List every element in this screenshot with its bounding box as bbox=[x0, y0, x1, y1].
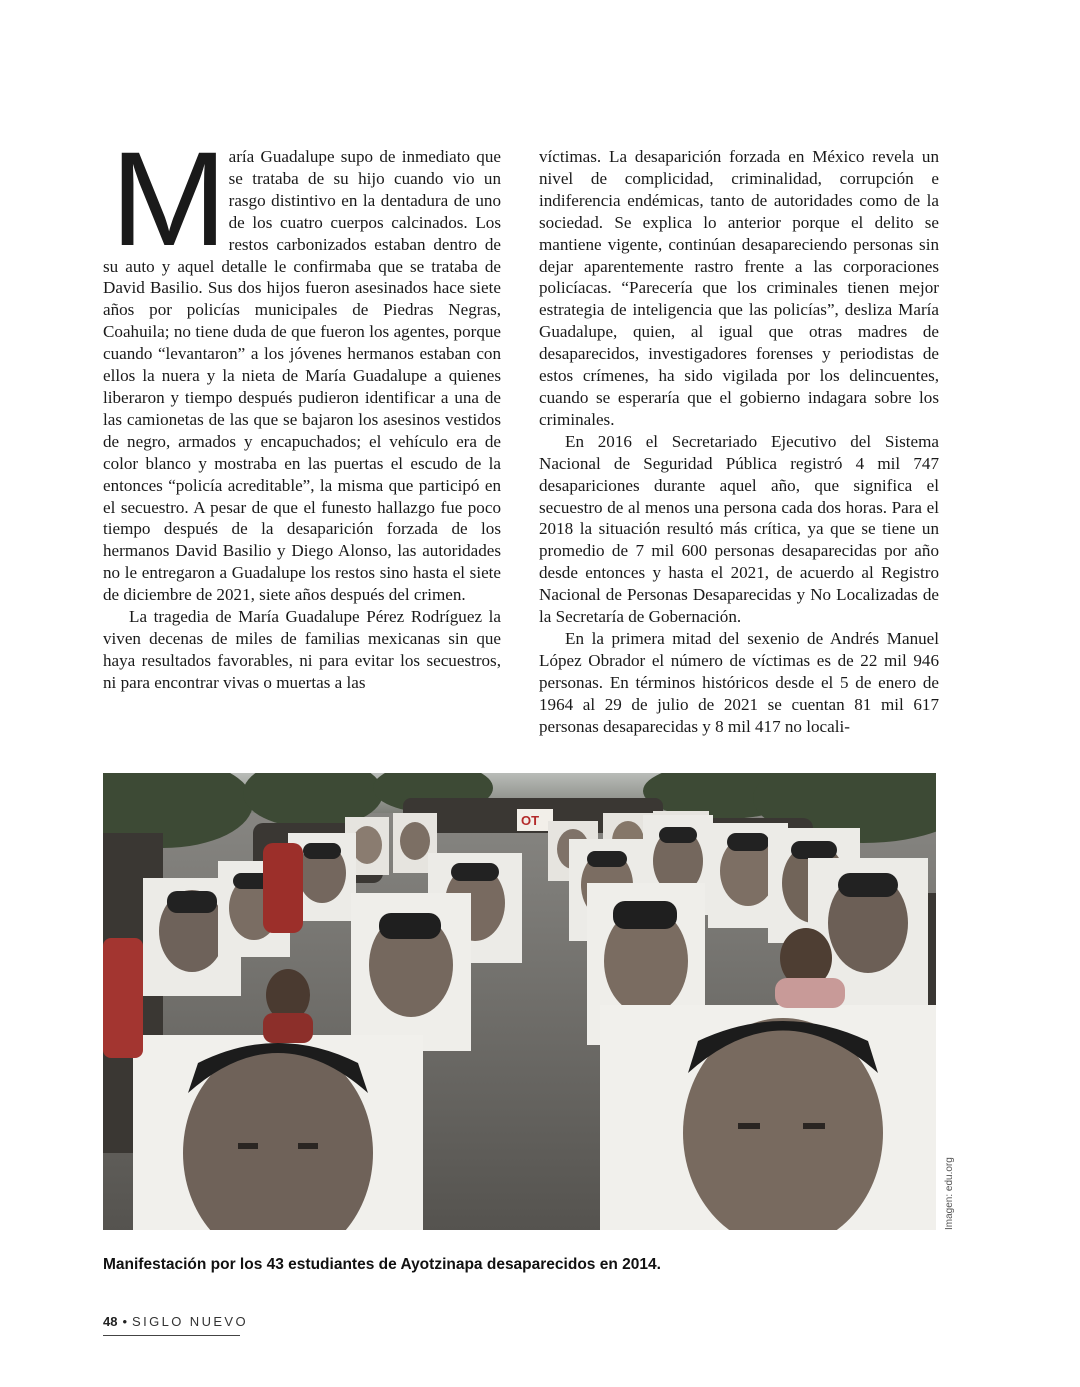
article-paragraph: víctimas. La desaparición forzada en México revela un nivel de complicidad, criminalidad, corrupción e indiferencia endémicas, tanto de autoridades como de la sociedad. Se explica lo anterior porque el delito se mantiene vigente, continúan desapareciendo personas sin dejar aparentemente rastro frente a las corporaciones policíacas. “Parecería que los criminales tienen mejor estrategia de inteligencia que las policías”, desliza María Guadalupe, quien, al igual que otras madres de desaparecidos, investigadores forenses y periodistas de estos crímenes, ha sido vigilada por los delincuentes, cuando se esperaría que el gobierno indagara sobre los criminales. bbox=[539, 147, 939, 429]
photo-caption: Manifestación por los 43 estudiantes de Ayotzinapa desaparecidos en 2014. bbox=[103, 1256, 661, 1273]
article-paragraph: aría Guadalupe supo de inmediato que se trataba de su hijo cuando vio un rasgo distintivo en la dentadura de uno de los cuatro cuerpos calcinados. Los restos carbonizados estaban dentro de su auto y aquel detalle le confirmaba que se trataba de David Basilio. Sus dos hijos fueron asesinados hace siete años por policías municipales de Piedras Negras, Coahuila; no tiene duda de que fueron los agentes, porque cuando “levantaron” a los jóvenes hermanos estaban con ellos la nuera y la nieta de María Guadalupe a quienes liberaron y tiempo después pudieron identificar a una de las camionetas de las que se bajaron los asesinos vestidos de negro, armados y encapuchados; el vehículo era de color blanco y mostraba en las puertas el escudo de la entonces “policía acreditable”, la misma que participó en el secuestro. A pesar de que el funesto hallazgo fue poco tiempo después de la desaparición forzada de los hermanos David Basilio y Diego Alonso, las autoridades no le entregaron a Guadalupe los restos sino hasta el siete de diciembre de 2021, siete años después del crimen. bbox=[103, 147, 501, 605]
page-footer bbox=[103, 1314, 248, 1329]
protest-photo bbox=[103, 773, 936, 1230]
page-number: 48 bbox=[103, 1314, 118, 1329]
footer-separator: • bbox=[122, 1314, 128, 1329]
footer-rule bbox=[103, 1335, 240, 1336]
protest-photo-illustration bbox=[103, 773, 936, 1230]
article-paragraph: En 2016 el Secretariado Ejecutivo del Sistema Nacional de Seguridad Pública registró 4 mil 747 desapariciones durante aquel año, que significa el secuestro de al menos una persona cada dos horas. Para el 2018 la situación resultó más crítica, ya que se tiene un promedio de 7 mil 600 personas desaparecidas por año desde entonces y hasta el 2021, de acuerdo al Registro Nacional de Personas Desaparecidas y No Localizadas de la Secretaría de Gobernación. bbox=[539, 431, 939, 627]
magazine-name: SIGLO NUEVO bbox=[132, 1314, 249, 1329]
article-column-left bbox=[103, 125, 501, 694]
photo-credit-text: Imagen: edu.org bbox=[944, 1157, 955, 1230]
banner-text: OT bbox=[521, 813, 540, 828]
article-paragraph: La tragedia de María Guadalupe Pérez Rodríguez la viven decenas de miles de familias mexicanas sin que haya resultados favorables, ni para evitar los secuestros, ni para encontrar vivas o muertas a las bbox=[103, 607, 501, 692]
drop-cap: M bbox=[110, 125, 228, 274]
article-column-right bbox=[539, 146, 939, 737]
article-paragraph: En la primera mitad del sexenio de Andrés Manuel López Obrador el número de víctimas es de 22 mil 946 personas. En términos históricos desde el 5 de enero de 1964 al 29 de julio de 2021 se cuentan 81 mil 617 personas desaparecidas y 8 mil 417 no locali- bbox=[539, 628, 939, 736]
photo-credit bbox=[944, 1156, 954, 1230]
